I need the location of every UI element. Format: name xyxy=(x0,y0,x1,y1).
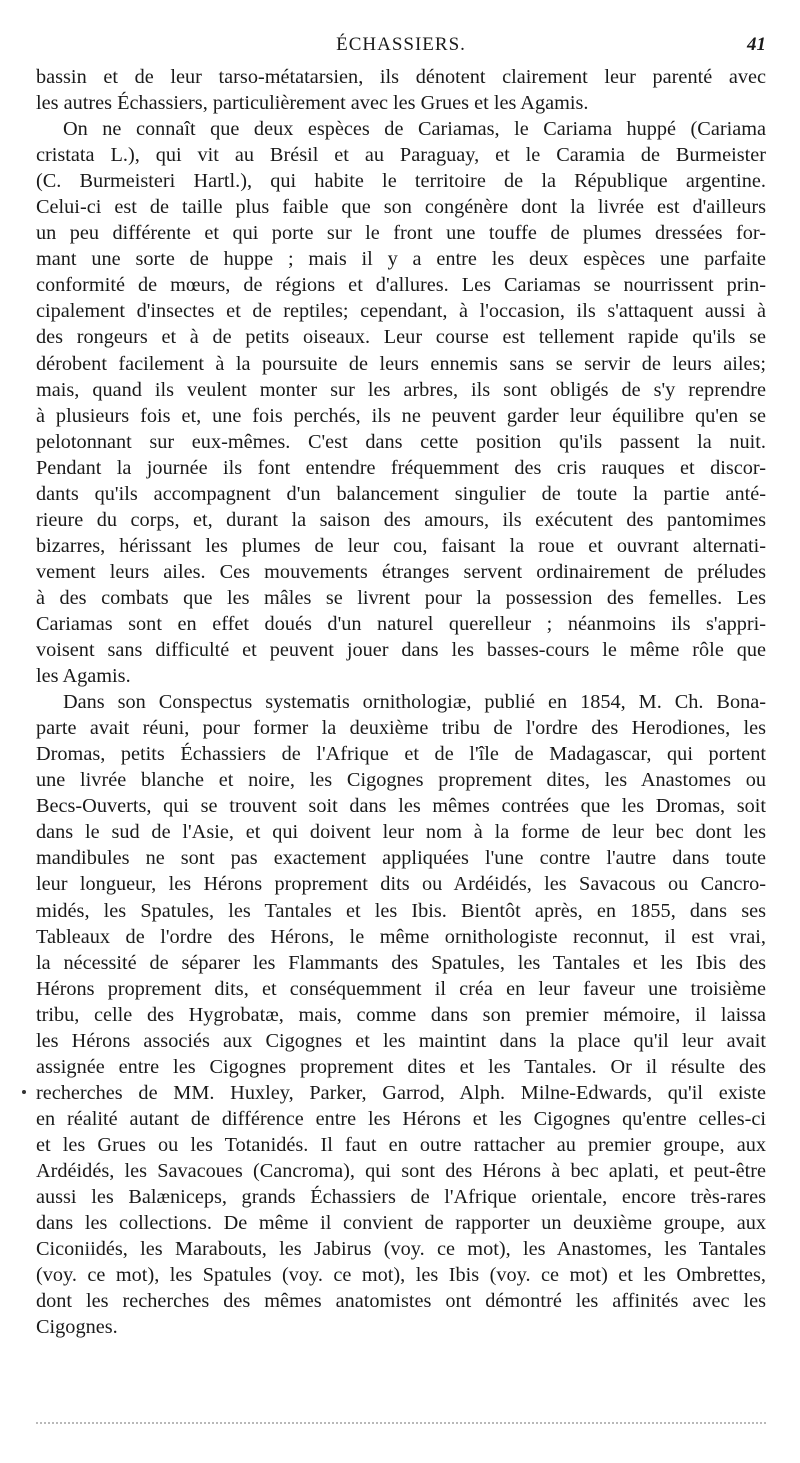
text-line: des rongeurs et à de petits oiseaux. Leur course est tellement rapide qu'ils se xyxy=(36,326,766,349)
text-line: Ciconiidés, les Marabouts, les Jabirus (voy. ce mot), les Anastomes, les Tantales xyxy=(36,1238,766,1261)
running-header xyxy=(36,34,766,56)
text-line: un peu différente et qui porte sur le front une touffe de plumes dressées for- xyxy=(36,222,766,245)
text-line: bizarres, hérissant les plumes de leur cou, faisant la roue et ouvrant alternati- xyxy=(36,534,766,557)
text-line: dants qu'ils accompagnent d'un balancement singulier de toute la partie anté- xyxy=(36,482,766,505)
text-line: conformité de mœurs, de régions et d'allures. Les Cariamas se nourrissent prin- xyxy=(36,274,766,297)
text-line: dans le sud de l'Asie, et qui doivent leur nom à la forme de leur bec dont les xyxy=(36,821,766,844)
text-line: une livrée blanche et noire, les Cigognes proprement dites, les Anastomes ou xyxy=(36,769,766,792)
text-line: rieure du corps, et, durant la saison des amours, ils exécutent des pantomimes xyxy=(36,508,766,531)
margin-dot xyxy=(22,1090,26,1094)
text-line: Celui-ci est de taille plus faible que son congénère dont la livrée est d'ailleurs xyxy=(36,196,766,219)
text-line: Cariamas sont en effet doués d'un naturel querelleur ; néanmoins ils s'appri- xyxy=(36,612,766,635)
text-line: mais, quand ils veulent monter sur les arbres, ils sont obligés de s'y reprendre xyxy=(36,378,766,401)
footer-rule xyxy=(36,1422,766,1424)
text-line: à des combats que les mâles se livrent pour la possession des femelles. Les xyxy=(36,586,766,609)
header-title: ÉCHASSIERS. xyxy=(336,34,466,55)
text-line: mandibules ne sont pas exactement appliquées l'une contre l'autre dans toute xyxy=(36,847,766,870)
text-line: Hérons proprement dits, et conséquemment il créa en leur faveur une troisième xyxy=(36,977,766,1000)
text-line: (voy. ce mot), les Spatules (voy. ce mot), les Ibis (voy. ce mot) et les Ombrettes, xyxy=(36,1264,766,1287)
text-line: assignée entre les Cigognes proprement dites et les Tantales. Or il résulte des xyxy=(36,1055,766,1078)
text-line: dérobent facilement à la poursuite de leurs ennemis sans se servir de leurs ailes; xyxy=(36,352,766,375)
text-line: les Hérons associés aux Cigognes et les maintint dans la place qu'il leur avait xyxy=(36,1029,766,1052)
text-line: vement leurs ailes. Ces mouvements étranges servent ordinairement de préludes xyxy=(36,560,766,583)
text-line: et les Grues ou les Totanidés. Il faut en outre rattacher au premier groupe, aux xyxy=(36,1133,766,1156)
text-line: dont les recherches des mêmes anatomistes ont démontré les affinités avec les xyxy=(36,1290,766,1313)
text-line: pelotonnant sur eux-mêmes. C'est dans cette position qu'ils passent la nuit. xyxy=(36,430,766,453)
text-line: les Agamis. xyxy=(36,665,131,688)
text-line: tribu, celle des Hygrobatæ, mais, comme dans son premier mémoire, il laissa xyxy=(36,1003,766,1026)
text-line: Cigognes. xyxy=(36,1316,118,1339)
text-line: à plusieurs fois et, une fois perchés, ils ne peuvent garder leur équilibre qu'en se xyxy=(36,404,766,427)
text-line: voisent sans difficulté et peuvent jouer dans les basses-cours le même rôle que xyxy=(36,639,766,662)
text-line: Dans son Conspectus systematis ornithologiæ, publié en 1854, M. Ch. Bona- xyxy=(63,691,766,714)
text-line: Becs-Ouverts, qui se trouvent soit dans les mêmes contrées que les Dromas, soit xyxy=(36,795,766,818)
text-line: mant une sorte de huppe ; mais il y a entre les deux espèces une parfaite xyxy=(36,248,766,271)
text-line: leur longueur, les Hérons proprement dits ou Ardéidés, les Savacous ou Cancro- xyxy=(36,873,766,896)
text-line: Tableaux de l'ordre des Hérons, le même ornithologiste reconnut, il est vrai, xyxy=(36,925,766,948)
text-line: Ardéidés, les Savacoues (Cancroma), qui sont des Hérons à bec aplati, et peut-être xyxy=(36,1159,766,1182)
text-line: parte avait réuni, pour former la deuxième tribu de l'ordre des Herodiones, les xyxy=(36,717,766,740)
text-line: Pendant la journée ils font entendre fréquemment des cris rauques et discor- xyxy=(36,456,766,479)
text-line: (C. Burmeisteri Hartl.), qui habite le territoire de la République argentine. xyxy=(36,170,766,193)
text-line: recherches de MM. Huxley, Parker, Garrod, Alph. Milne-Edwards, qu'il existe xyxy=(36,1081,766,1104)
text-line: en réalité autant de différence entre les Hérons et les Cigognes qu'entre celles-ci xyxy=(36,1107,766,1130)
text-line: aussi les Balæniceps, grands Échassiers de l'Afrique orientale, encore très-rares xyxy=(36,1186,766,1209)
text-line: la nécessité de séparer les Flammants des Spatules, les Tantales et les Ibis des xyxy=(36,951,766,974)
body-text xyxy=(36,64,766,1340)
text-line: dans les collections. De même il convient de rapporter un deuxième groupe, aux xyxy=(36,1212,766,1235)
text-line: Dromas, petits Échassiers de l'Afrique et de l'île de Madagascar, qui portent xyxy=(36,743,766,766)
text-line: bassin et de leur tarso-métatarsien, ils dénotent clairement leur parenté avec xyxy=(36,66,766,88)
text-line: cipalement d'insectes et de reptiles; cependant, à l'occasion, ils s'attaquent aussi à xyxy=(36,300,766,323)
text-line: midés, les Spatules, les Tantales et les Ibis. Bientôt après, en 1855, dans ses xyxy=(36,899,766,922)
text-line: On ne connaît que deux espèces de Cariamas, le Cariama huppé (Cariama xyxy=(63,118,766,141)
page-number: 41 xyxy=(747,34,766,55)
text-line: les autres Échassiers, particulièrement avec les Grues et les Agamis. xyxy=(36,92,589,115)
text-line: cristata L.), qui vit au Brésil et au Paraguay, et le Caramia de Burmeister xyxy=(36,144,766,167)
